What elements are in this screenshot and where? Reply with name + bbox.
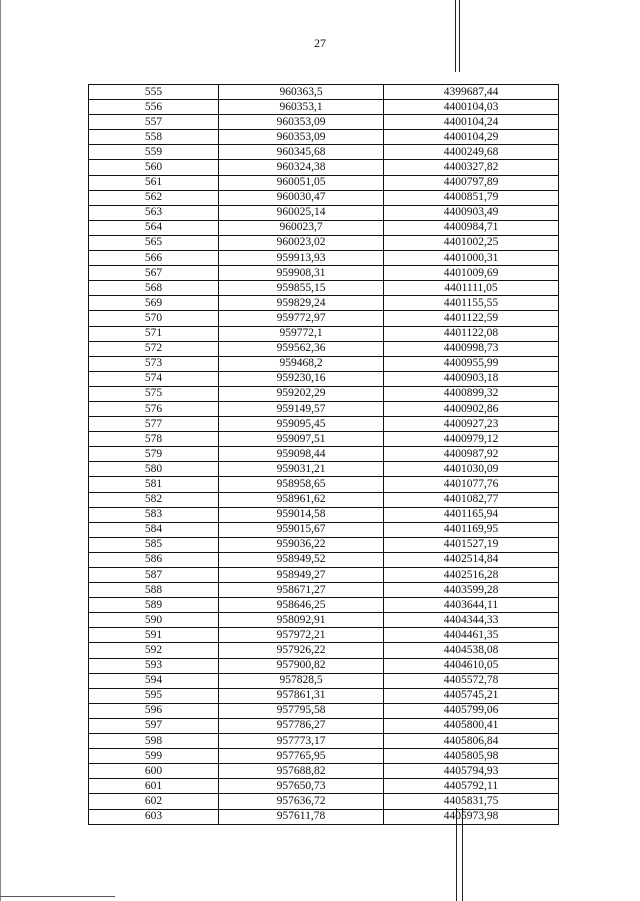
coordinates-table-body	[89, 85, 559, 825]
table-row	[89, 583, 559, 598]
x-coordinate-cell: 960051,05	[219, 175, 384, 190]
y-coordinate-cell: 4405800,41	[384, 718, 559, 733]
table-row	[89, 628, 559, 643]
page-number: 27	[314, 36, 326, 50]
point-number-cell: 602	[89, 794, 219, 809]
y-coordinate-cell: 4400984,71	[384, 220, 559, 235]
table-row	[89, 220, 559, 235]
table-row	[89, 688, 559, 703]
bottom-edge-line	[0, 896, 115, 897]
point-number-cell: 575	[89, 386, 219, 401]
x-coordinate-cell: 957650,73	[219, 779, 384, 794]
x-coordinate-cell: 960363,5	[219, 85, 384, 100]
table-row	[89, 401, 559, 416]
point-number-cell: 563	[89, 205, 219, 220]
table-row	[89, 356, 559, 371]
table-row	[89, 537, 559, 552]
y-coordinate-cell: 4400955,99	[384, 356, 559, 371]
y-coordinate-cell: 4405794,93	[384, 764, 559, 779]
x-coordinate-cell: 958949,27	[219, 568, 384, 583]
point-number-cell: 590	[89, 613, 219, 628]
table-row	[89, 266, 559, 281]
point-number-cell: 597	[89, 718, 219, 733]
point-number-cell: 585	[89, 537, 219, 552]
table-row	[89, 160, 559, 175]
point-number-cell: 601	[89, 779, 219, 794]
table-row	[89, 371, 559, 386]
point-number-cell: 577	[89, 417, 219, 432]
y-coordinate-cell: 4400851,79	[384, 190, 559, 205]
binding-line-top	[455, 0, 456, 72]
y-coordinate-cell: 4405973,98	[384, 809, 559, 824]
table-row	[89, 85, 559, 100]
x-coordinate-cell: 959015,67	[219, 522, 384, 537]
y-coordinate-cell: 4400987,92	[384, 447, 559, 462]
x-coordinate-cell: 959908,31	[219, 266, 384, 281]
y-coordinate-cell: 4404344,33	[384, 613, 559, 628]
table-row	[89, 477, 559, 492]
table-row	[89, 417, 559, 432]
point-number-cell: 599	[89, 749, 219, 764]
y-coordinate-cell: 4401122,08	[384, 326, 559, 341]
x-coordinate-cell: 959772,97	[219, 311, 384, 326]
point-number-cell: 565	[89, 235, 219, 250]
table-row	[89, 703, 559, 718]
x-coordinate-cell: 959031,21	[219, 462, 384, 477]
point-number-cell: 571	[89, 326, 219, 341]
y-coordinate-cell: 4400327,82	[384, 160, 559, 175]
point-number-cell: 564	[89, 220, 219, 235]
table-row	[89, 552, 559, 567]
x-coordinate-cell: 960030,47	[219, 190, 384, 205]
y-coordinate-cell: 4401165,94	[384, 507, 559, 522]
x-coordinate-cell: 957861,31	[219, 688, 384, 703]
point-number-cell: 574	[89, 371, 219, 386]
point-number-cell: 594	[89, 673, 219, 688]
point-number-cell: 562	[89, 190, 219, 205]
table-row	[89, 115, 559, 130]
x-coordinate-cell: 957828,5	[219, 673, 384, 688]
table-row	[89, 794, 559, 809]
x-coordinate-cell: 959230,16	[219, 371, 384, 386]
point-number-cell: 596	[89, 703, 219, 718]
point-number-cell: 572	[89, 341, 219, 356]
table-row	[89, 130, 559, 145]
point-number-cell: 598	[89, 734, 219, 749]
point-number-cell: 582	[89, 492, 219, 507]
binding-line-top-2	[459, 0, 460, 72]
y-coordinate-cell: 4400899,32	[384, 386, 559, 401]
table-row	[89, 598, 559, 613]
x-coordinate-cell: 959149,57	[219, 401, 384, 416]
table-row	[89, 734, 559, 749]
y-coordinate-cell: 4404610,05	[384, 658, 559, 673]
point-number-cell: 593	[89, 658, 219, 673]
y-coordinate-cell: 4401009,69	[384, 266, 559, 281]
y-coordinate-cell: 4400979,12	[384, 432, 559, 447]
point-number-cell: 603	[89, 809, 219, 824]
y-coordinate-cell: 4401082,77	[384, 492, 559, 507]
x-coordinate-cell: 959562,36	[219, 341, 384, 356]
table-row	[89, 613, 559, 628]
point-number-cell: 591	[89, 628, 219, 643]
point-number-cell: 561	[89, 175, 219, 190]
y-coordinate-cell: 4401111,05	[384, 281, 559, 296]
x-coordinate-cell: 959202,29	[219, 386, 384, 401]
y-coordinate-cell: 4405806,84	[384, 734, 559, 749]
table-row	[89, 235, 559, 250]
x-coordinate-cell: 958949,52	[219, 552, 384, 567]
x-coordinate-cell: 957773,17	[219, 734, 384, 749]
x-coordinate-cell: 957900,82	[219, 658, 384, 673]
x-coordinate-cell: 959772,1	[219, 326, 384, 341]
x-coordinate-cell: 960353,09	[219, 115, 384, 130]
x-coordinate-cell: 957795,58	[219, 703, 384, 718]
table-row	[89, 643, 559, 658]
table-row	[89, 507, 559, 522]
y-coordinate-cell: 4405805,98	[384, 749, 559, 764]
table-row	[89, 205, 559, 220]
point-number-cell: 587	[89, 568, 219, 583]
x-coordinate-cell: 960023,02	[219, 235, 384, 250]
x-coordinate-cell: 957611,78	[219, 809, 384, 824]
x-coordinate-cell: 960353,09	[219, 130, 384, 145]
point-number-cell: 570	[89, 311, 219, 326]
table-row	[89, 386, 559, 401]
y-coordinate-cell: 4400903,49	[384, 205, 559, 220]
y-coordinate-cell: 4400104,03	[384, 100, 559, 115]
table-row	[89, 764, 559, 779]
x-coordinate-cell: 960023,7	[219, 220, 384, 235]
y-coordinate-cell: 4405745,21	[384, 688, 559, 703]
point-number-cell: 555	[89, 85, 219, 100]
y-coordinate-cell: 4400902,86	[384, 401, 559, 416]
x-coordinate-cell: 957636,72	[219, 794, 384, 809]
y-coordinate-cell: 4400903,18	[384, 371, 559, 386]
y-coordinate-cell: 4400249,68	[384, 145, 559, 160]
y-coordinate-cell: 4405799,06	[384, 703, 559, 718]
x-coordinate-cell: 959097,51	[219, 432, 384, 447]
x-coordinate-cell: 958646,25	[219, 598, 384, 613]
x-coordinate-cell: 957765,95	[219, 749, 384, 764]
y-coordinate-cell: 4400998,73	[384, 341, 559, 356]
y-coordinate-cell: 4400104,24	[384, 115, 559, 130]
table-row	[89, 281, 559, 296]
y-coordinate-cell: 4401030,09	[384, 462, 559, 477]
point-number-cell: 579	[89, 447, 219, 462]
table-row	[89, 809, 559, 824]
table-row	[89, 175, 559, 190]
y-coordinate-cell: 4403644,11	[384, 598, 559, 613]
x-coordinate-cell: 957786,27	[219, 718, 384, 733]
table-row	[89, 568, 559, 583]
table-row	[89, 251, 559, 266]
table-row	[89, 462, 559, 477]
x-coordinate-cell: 960345,68	[219, 145, 384, 160]
table-row	[89, 447, 559, 462]
x-coordinate-cell: 958961,62	[219, 492, 384, 507]
point-number-cell: 588	[89, 583, 219, 598]
point-number-cell: 573	[89, 356, 219, 371]
table-row	[89, 718, 559, 733]
point-number-cell: 567	[89, 266, 219, 281]
point-number-cell: 592	[89, 643, 219, 658]
point-number-cell: 558	[89, 130, 219, 145]
point-number-cell: 589	[89, 598, 219, 613]
y-coordinate-cell: 4400797,89	[384, 175, 559, 190]
x-coordinate-cell: 957926,22	[219, 643, 384, 658]
x-coordinate-cell: 957688,82	[219, 764, 384, 779]
x-coordinate-cell: 959036,22	[219, 537, 384, 552]
y-coordinate-cell: 4400927,23	[384, 417, 559, 432]
table-row	[89, 326, 559, 341]
coordinates-table	[88, 84, 559, 825]
x-coordinate-cell: 958092,91	[219, 613, 384, 628]
y-coordinate-cell: 4401000,31	[384, 251, 559, 266]
table-row	[89, 749, 559, 764]
table-row	[89, 658, 559, 673]
y-coordinate-cell: 4401077,76	[384, 477, 559, 492]
point-number-cell: 560	[89, 160, 219, 175]
y-coordinate-cell: 4401002,25	[384, 235, 559, 250]
y-coordinate-cell: 4401169,95	[384, 522, 559, 537]
table-row	[89, 341, 559, 356]
table-row	[89, 296, 559, 311]
x-coordinate-cell: 960353,1	[219, 100, 384, 115]
point-number-cell: 595	[89, 688, 219, 703]
x-coordinate-cell: 957972,21	[219, 628, 384, 643]
x-coordinate-cell: 960025,14	[219, 205, 384, 220]
point-number-cell: 583	[89, 507, 219, 522]
y-coordinate-cell: 4401527,19	[384, 537, 559, 552]
x-coordinate-cell: 958671,27	[219, 583, 384, 598]
table-row	[89, 100, 559, 115]
y-coordinate-cell: 4405792,11	[384, 779, 559, 794]
point-number-cell: 580	[89, 462, 219, 477]
x-coordinate-cell: 959913,93	[219, 251, 384, 266]
x-coordinate-cell: 960324,38	[219, 160, 384, 175]
x-coordinate-cell: 959468,2	[219, 356, 384, 371]
y-coordinate-cell: 4401122,59	[384, 311, 559, 326]
table-row	[89, 492, 559, 507]
table-row	[89, 779, 559, 794]
x-coordinate-cell: 959095,45	[219, 417, 384, 432]
point-number-cell: 576	[89, 401, 219, 416]
x-coordinate-cell: 958958,65	[219, 477, 384, 492]
left-edge-line	[0, 0, 1, 901]
point-number-cell: 584	[89, 522, 219, 537]
point-number-cell: 600	[89, 764, 219, 779]
y-coordinate-cell: 4404538,08	[384, 643, 559, 658]
table-row	[89, 311, 559, 326]
y-coordinate-cell: 4403599,28	[384, 583, 559, 598]
point-number-cell: 559	[89, 145, 219, 160]
y-coordinate-cell: 4400104,29	[384, 130, 559, 145]
table-row	[89, 673, 559, 688]
x-coordinate-cell: 959098,44	[219, 447, 384, 462]
y-coordinate-cell: 4401155,55	[384, 296, 559, 311]
y-coordinate-cell: 4404461,35	[384, 628, 559, 643]
table-row	[89, 145, 559, 160]
table-row	[89, 522, 559, 537]
x-coordinate-cell: 959829,24	[219, 296, 384, 311]
table-row	[89, 190, 559, 205]
y-coordinate-cell: 4405572,78	[384, 673, 559, 688]
y-coordinate-cell: 4399687,44	[384, 85, 559, 100]
y-coordinate-cell: 4405831,75	[384, 794, 559, 809]
y-coordinate-cell: 4402514,84	[384, 552, 559, 567]
point-number-cell: 569	[89, 296, 219, 311]
point-number-cell: 557	[89, 115, 219, 130]
point-number-cell: 586	[89, 552, 219, 567]
x-coordinate-cell: 959014,58	[219, 507, 384, 522]
point-number-cell: 578	[89, 432, 219, 447]
point-number-cell: 556	[89, 100, 219, 115]
point-number-cell: 566	[89, 251, 219, 266]
x-coordinate-cell: 959855,15	[219, 281, 384, 296]
point-number-cell: 568	[89, 281, 219, 296]
y-coordinate-cell: 4402516,28	[384, 568, 559, 583]
table-row	[89, 432, 559, 447]
point-number-cell: 581	[89, 477, 219, 492]
